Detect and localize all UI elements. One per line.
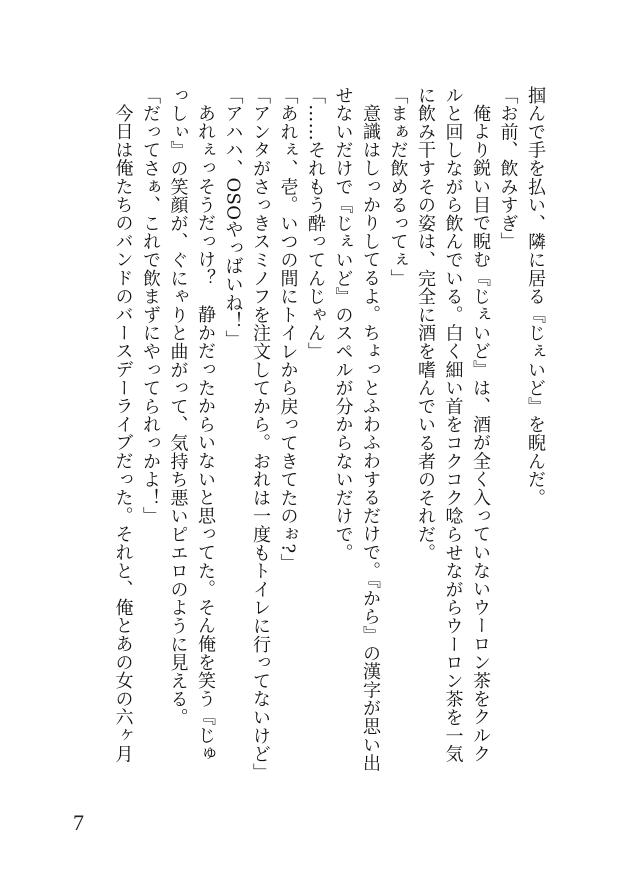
text-line: 俺より鋭い目で睨む『じぇいど』は、酒が全く入っていないウーロン茶をクルク xyxy=(470,104,491,763)
page-number: 7 xyxy=(73,810,84,835)
text-line: 「アンタがさっきスミノフを注文してから。おれは一度もトイレに行ってないけど」 xyxy=(250,86,271,782)
text-line: に飲み干すその姿は、完全に酒を嗜んでいる者のそれだ。 xyxy=(415,86,436,562)
text-line: 「まぁだ飲めるってぇ」 xyxy=(387,86,409,288)
text-line: 「……それもう酔ってんじゃん」 xyxy=(305,86,326,361)
text-line: あれぇっそうだっけ？ 静かだったからいないと思ってた。そん俺を笑う『じゅ xyxy=(195,104,216,763)
text-line: 「お前、飲みすぎ」 xyxy=(497,86,519,251)
text-line: 掴んで手を払い、隣に居る『じぇいど』を睨んだ。 xyxy=(525,86,546,507)
text-line: 「だってさぁ、これで飲まずにやってられっかよ！」 xyxy=(140,86,161,526)
text-line: せないだけで『じぇいど』のスペルが分からないだけで。 xyxy=(332,86,354,562)
text-line: っしぃ』の笑顔が、ぐにゃりと曲がって、気持ち悪いピエロのように見える。 xyxy=(167,86,189,727)
body-text xyxy=(109,86,549,786)
text-line: 「あれぇ、壱。いつの間にトイレから戻ってきてたのぉ?」 xyxy=(277,86,299,572)
text-line: 意識はしっかりしてるよ。ちょっとふわふわするだけで。『から』の漢字が思い出 xyxy=(360,104,381,773)
text-line: ルと回しながら飲んでいる。白く細い首をコクコク唸らせながらウーロン茶を一気 xyxy=(442,86,464,764)
text-line: 「アハハ、OSOやっばいね！」 xyxy=(222,86,244,349)
text-line: 今日は俺たちのバンドのバースデーライブだった。それと、俺とあの女の六ヶ月 xyxy=(112,104,134,763)
